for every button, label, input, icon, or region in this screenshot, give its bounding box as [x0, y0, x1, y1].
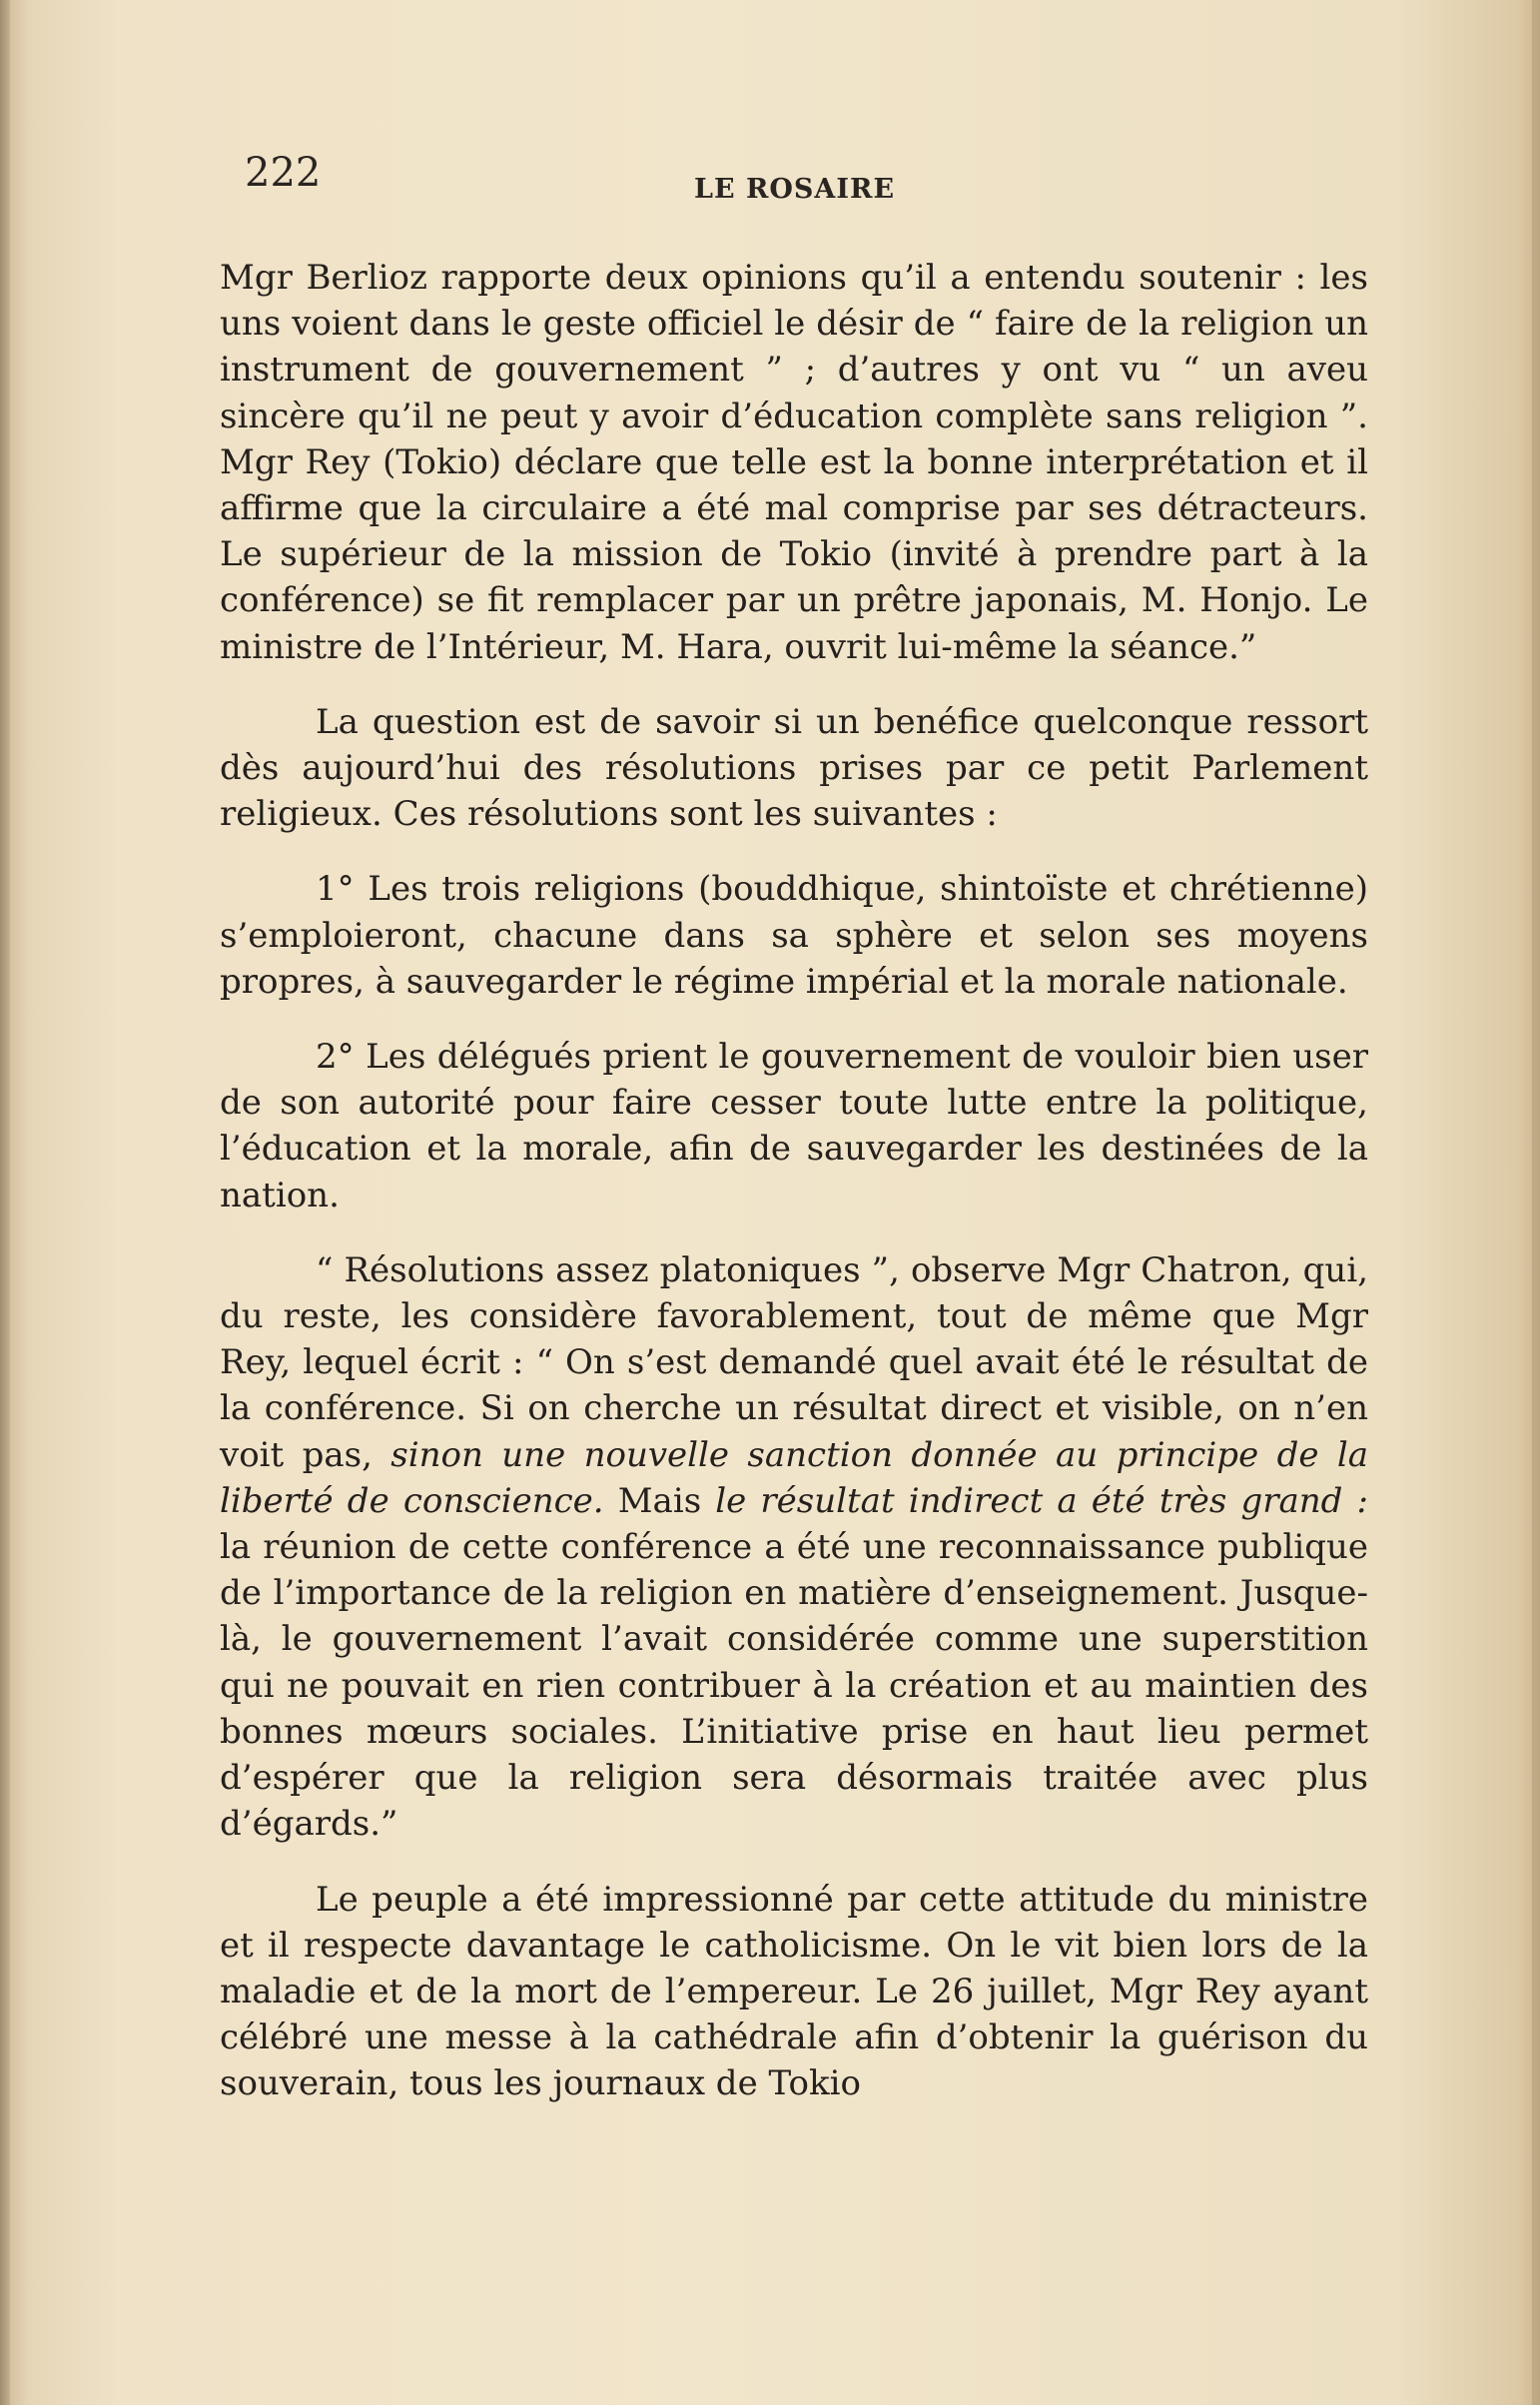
paragraph-text: la réunion de cette conférence a été une reconnaissance publique de l’importance de la religion en matière d’enseignement. Jusque-là, le gouvernement l’avait considérée comme une superstition qui ne pouvait en rien contribuer à la création et au maintien des bonnes mœurs sociales. L’initiative prise en haut lieu permet d’espérer que la religion sera désormais traitée avec plus d’égards.”: [220, 1527, 1368, 1845]
page-number: 222: [245, 150, 322, 196]
paragraph-berlioz-quote: Mgr Berlioz rapporte deux opinions qu’il a entendu soutenir : les uns voient dans le geste officiel le désir de “ faire de la religion un instrument de gouvernement ” ; d’autres y ont vu “ un aveu sincère qu’il ne peut y avoir d’éducation complète sans religion ”. Mgr Rey (Tokio) déclare que telle est la bonne interprétation et il affirme que la circulaire a été mal comprise par ses détracteurs. Le supérieur de la mission de Tokio (invité à prendre part à la conférence) se fit remplacer par un prêtre japonais, M. Honjo. Le ministre de l’Intérieur, M. Hara, ouvrit lui-même la séance.”: [220, 258, 1368, 667]
paragraph-resolution-2: 2° Les délégués prient le gouvernement de vouloir bien user de son autorité pour faire cesser toute lutte entre la politique, l’éducation et la morale, afin de sauvegarder les destinées de la nation.: [220, 1037, 1368, 1215]
page-edge: [1532, 0, 1540, 2405]
paragraph-text: “ Résolutions assez platoniques ”, observe Mgr Chatron, qui, du reste, les considère favorablement, tout de même que Mgr Rey, lequel écrit : “ On s’est demandé quel avait été le résultat de la conférence. Si on cherche un résultat direct et visible, on n’en voit pas,: [220, 1249, 1368, 1475]
paragraph-chatron-quote: [220, 1247, 1368, 1848]
italic-phrase: sinon une nouvelle sanction donnée au principe de la liberté de conscience.: [220, 1434, 1368, 1521]
italic-phrase: le résultat indirect a été très grand :: [715, 1480, 1368, 1521]
paragraph-resolution-1: 1° Les trois religions (bouddhique, shintoïste et chrétienne) s’emploieront, chacune dans sa sphère et selon ses moyens propres, à sauvegarder le régime impérial et la morale nationale.: [220, 869, 1368, 1002]
paragraph-text: Mais: [603, 1480, 716, 1521]
page-header: [245, 150, 1373, 210]
paragraph-question: La question est de savoir si un benéfice quelconque ressort dès aujourd’hui des résolutions prises par ce petit Parlement religieux. Ces résolutions sont les suivantes :: [220, 701, 1368, 835]
paragraph-people: Le peuple a été impressionné par cette attitude du ministre et il respecte davantage le catholicisme. On le vit bien lors de la maladie et de la mort de l’empereur. Le 26 juillet, Mgr Rey ayant célébré une messe à la cathédrale afin d’obtenir la guérison du souverain, tous les journaux de Tokio: [220, 1879, 1368, 2104]
running-title: LE ROSAIRE: [694, 174, 896, 205]
body-text: [220, 255, 1368, 2136]
page-binding-shadow: [0, 0, 10, 2405]
